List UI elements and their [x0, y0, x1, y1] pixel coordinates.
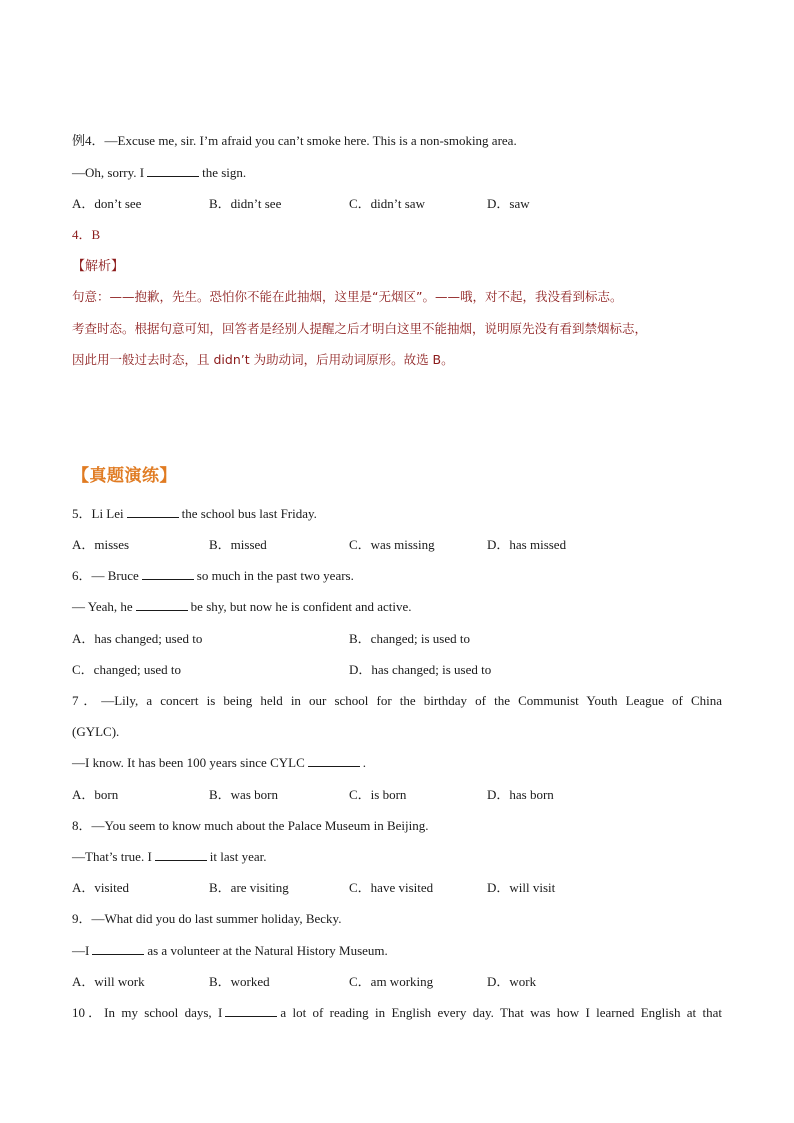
q7-option-c: C．is born	[349, 787, 407, 802]
q8-reply-before: —That’s true. I	[72, 849, 152, 864]
analysis-line-2: 因此用一般过去时态，且 didn’t 为助动词，后用动词原形。故选 B。	[72, 352, 454, 367]
q6-reply-before: — Yeah, he	[72, 599, 133, 614]
analysis-line-1: 考查时态。根据句意可知，回答者是经别人提醒之后才明白这里不能抽烟，说明原先没有看到禁烟标志，	[72, 321, 648, 336]
example-prefix: 例	[72, 133, 86, 148]
q6-option-b: B．changed; is used to	[349, 631, 470, 646]
q5-option-c: C．was missing	[349, 537, 435, 552]
q9-reply-after: as a volunteer at the Natural History Museum.	[147, 943, 388, 958]
question-5	[72, 506, 317, 522]
q6-text-after: so much in the past two years.	[196, 568, 354, 583]
q7-option-b: B．was born	[209, 787, 278, 802]
q8-option-a: A．visited	[72, 880, 130, 895]
question-8-line-1: 8．—You seem to know much about the Palace Museum in Beijing.	[72, 818, 429, 833]
answer-blank	[225, 1005, 277, 1017]
answer-blank	[136, 599, 188, 611]
q8-reply-after: it last year.	[209, 849, 267, 864]
answer-blank	[92, 943, 144, 955]
q6-reply-after: be shy, but now he is confident and active.	[190, 599, 412, 614]
q6-option-d: D．has changed; is used to	[349, 662, 492, 677]
example-4-reply	[72, 165, 246, 181]
q9-option-c: C．am working	[349, 974, 434, 989]
q8-option-b: B．are visiting	[209, 880, 289, 895]
question-7-line-1: 7．—Lily, a concert is being held in our school for the birthday of the Communist Youth League of China	[72, 693, 722, 708]
option-b: B．didn’t see	[209, 196, 282, 211]
answer-blank	[142, 568, 194, 580]
option-c: C．didn’t saw	[349, 196, 425, 211]
question-8-line-2	[72, 849, 266, 865]
q6-option-a: A．has changed; used to	[72, 631, 203, 646]
q5-option-b: B．missed	[209, 537, 267, 552]
answer-blank	[147, 165, 199, 177]
example-4-question	[72, 133, 517, 149]
q10-text-before: 10．In my school days, I	[72, 1005, 223, 1020]
q8-option-c: C．have visited	[349, 880, 434, 895]
question-10-line-1	[72, 1005, 722, 1021]
q7-reply-after: .	[362, 755, 366, 770]
answer-blank	[308, 755, 360, 767]
reply-text-before: —Oh, sorry. I	[72, 165, 145, 180]
q7-option-d: D．has born	[487, 787, 554, 802]
option-a: A．don’t see	[72, 196, 142, 211]
q5-text-after: the school bus last Friday.	[181, 506, 317, 521]
question-6-line-2	[72, 599, 412, 615]
example-number: 4．	[85, 133, 105, 148]
analysis-meaning: 句意：——抱歉，先生。恐怕你不能在此抽烟，这里是“无烟区”。——哦，对不起，我没看到标志。	[72, 289, 623, 304]
q9-option-a: A．will work	[72, 974, 145, 989]
q7-option-a: A．born	[72, 787, 119, 802]
question-7-line-3	[72, 755, 366, 771]
analysis-tag: 【解析】	[72, 258, 125, 273]
answer-blank	[127, 506, 179, 518]
q5-option-d: D．has missed	[487, 537, 567, 552]
q9-option-b: B．worked	[209, 974, 270, 989]
answer-blank	[155, 849, 207, 861]
q6-text-before: 6．— Bruce	[72, 568, 139, 583]
q9-option-d: D．work	[487, 974, 537, 989]
reply-text-after: the sign.	[202, 165, 247, 180]
q5-option-a: A．misses	[72, 537, 130, 552]
section-title: 【真题演练】	[72, 466, 177, 486]
question-9-line-2	[72, 943, 388, 959]
q7-reply-before: —I know. It has been 100 years since CYLC	[72, 755, 305, 770]
option-d: D．saw	[487, 196, 530, 211]
question-6-line-1	[72, 568, 354, 584]
q5-text-before: 5．Li Lei	[72, 506, 124, 521]
q8-option-d: D．will visit	[487, 880, 556, 895]
q9-reply-before: —I	[72, 943, 90, 958]
q10-text-after: a lot of reading in English every day. That was how I learned English at that	[280, 1005, 723, 1020]
example-question-text: —Excuse me, sir. I’m afraid you can’t smoke here. This is a non-smoking area.	[104, 133, 517, 148]
answer-line: 4．B	[72, 227, 101, 242]
question-7-line-2: (GYLC).	[72, 724, 120, 739]
q6-option-c: C．changed; used to	[72, 662, 182, 677]
question-9-line-1: 9．—What did you do last summer holiday, Becky.	[72, 911, 342, 926]
